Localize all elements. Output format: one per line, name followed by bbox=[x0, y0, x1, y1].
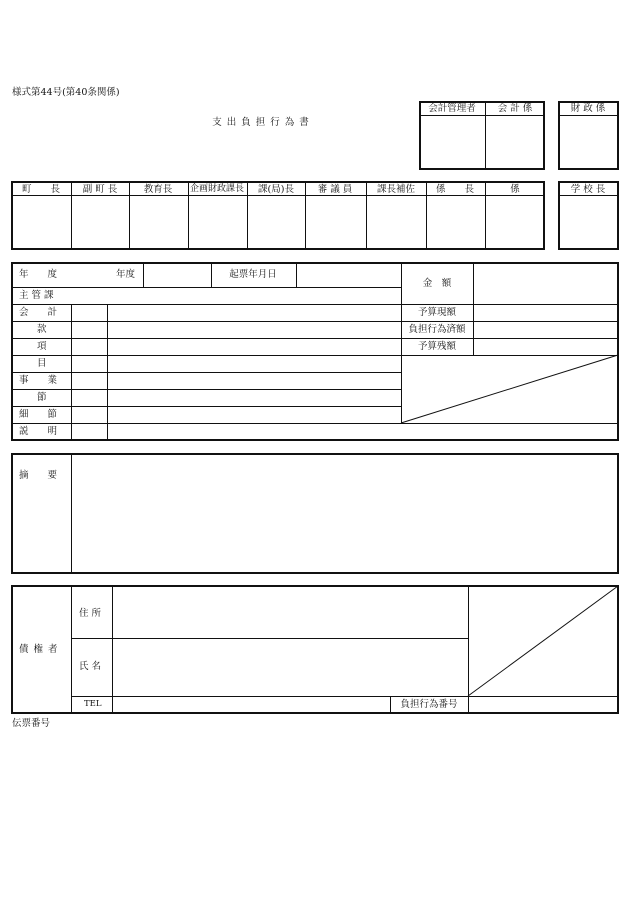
committed-amount-label: 負担行為済額 bbox=[408, 324, 466, 335]
creditor-diagonal bbox=[468, 586, 618, 696]
divider bbox=[473, 263, 474, 355]
unused-area-diagonal bbox=[401, 355, 619, 423]
divider bbox=[71, 454, 72, 573]
explanation-label: 説 明 bbox=[19, 426, 58, 437]
detail-label: 細 節 bbox=[19, 409, 58, 420]
divider bbox=[12, 321, 618, 322]
item-label: 項 bbox=[37, 341, 47, 352]
accounting-manager-label: 会計管理者 bbox=[428, 103, 476, 114]
divider bbox=[71, 304, 72, 440]
commitment-number-label: 負担行為番号 bbox=[400, 699, 458, 710]
divider bbox=[559, 115, 618, 116]
divider bbox=[420, 115, 544, 116]
divider bbox=[247, 182, 248, 249]
accounting-clerk-label: 会 計 係 bbox=[497, 103, 533, 114]
summary-box bbox=[11, 453, 619, 574]
subitem-label: 目 bbox=[37, 358, 47, 369]
voucher-number-label: 伝票番号 bbox=[12, 718, 51, 729]
divider bbox=[71, 586, 72, 713]
clause-label: 節 bbox=[37, 392, 47, 403]
divider bbox=[559, 195, 618, 196]
project-label: 事 業 bbox=[19, 375, 58, 386]
fiscal-year-suffix: 年度 bbox=[116, 269, 136, 280]
principal-label: 学 校 長 bbox=[570, 184, 606, 195]
budget-remaining-label: 予算残額 bbox=[417, 341, 457, 352]
approval-mayor-label: 町 長 bbox=[21, 184, 61, 195]
divider bbox=[426, 182, 427, 249]
divider bbox=[112, 586, 113, 713]
divider bbox=[305, 182, 306, 249]
divider bbox=[485, 182, 486, 249]
page-title: 支 出 負 担 行 為 書 bbox=[212, 117, 310, 128]
divider bbox=[72, 638, 468, 639]
address-label: 住 所 bbox=[79, 608, 102, 619]
divider bbox=[12, 195, 544, 196]
divider bbox=[211, 263, 212, 287]
approval-deputy-mayor-label: 副 町 長 bbox=[82, 184, 118, 195]
current-budget-label: 予算現額 bbox=[417, 307, 457, 318]
divider bbox=[296, 263, 297, 287]
divider bbox=[390, 696, 391, 713]
divider bbox=[12, 423, 618, 424]
name-label: 氏 名 bbox=[79, 661, 102, 672]
creditor-label: 債 権 者 bbox=[19, 644, 59, 655]
form-code: 様式第44号(第40条関係) bbox=[12, 87, 120, 98]
divider bbox=[12, 338, 618, 339]
issue-date-label: 起票年月日 bbox=[229, 269, 277, 280]
approval-division-head-label: 課(局)長 bbox=[258, 184, 294, 195]
approval-assistant-head-label: 課長補佐 bbox=[376, 184, 416, 195]
amount-label: 金 額 bbox=[422, 278, 452, 289]
divider bbox=[107, 304, 108, 440]
approval-planning-finance-label: 企画財政課長 bbox=[189, 184, 245, 194]
approval-education-head-label: 教育長 bbox=[143, 184, 173, 195]
divider bbox=[129, 182, 130, 249]
approval-councilor-label: 審 議 員 bbox=[317, 184, 353, 195]
fiscal-year-label: 年 度 bbox=[19, 269, 58, 280]
approval-staff-label: 係 bbox=[510, 184, 520, 195]
summary-label: 摘 要 bbox=[19, 470, 58, 481]
approval-subsection-chief-label: 係 長 bbox=[435, 184, 475, 195]
tel-label: TEL bbox=[84, 699, 102, 709]
account-label: 会 計 bbox=[19, 307, 58, 318]
divider bbox=[72, 696, 618, 697]
department-label: 主 管 課 bbox=[19, 290, 54, 301]
divider bbox=[12, 304, 618, 305]
divider bbox=[366, 182, 367, 249]
finance-clerk-label: 財 政 係 bbox=[570, 103, 606, 114]
divider bbox=[188, 182, 189, 249]
divider bbox=[12, 287, 402, 288]
divider bbox=[71, 182, 72, 249]
divider bbox=[143, 263, 144, 287]
divider bbox=[485, 102, 486, 169]
section-label: 款 bbox=[37, 324, 47, 335]
